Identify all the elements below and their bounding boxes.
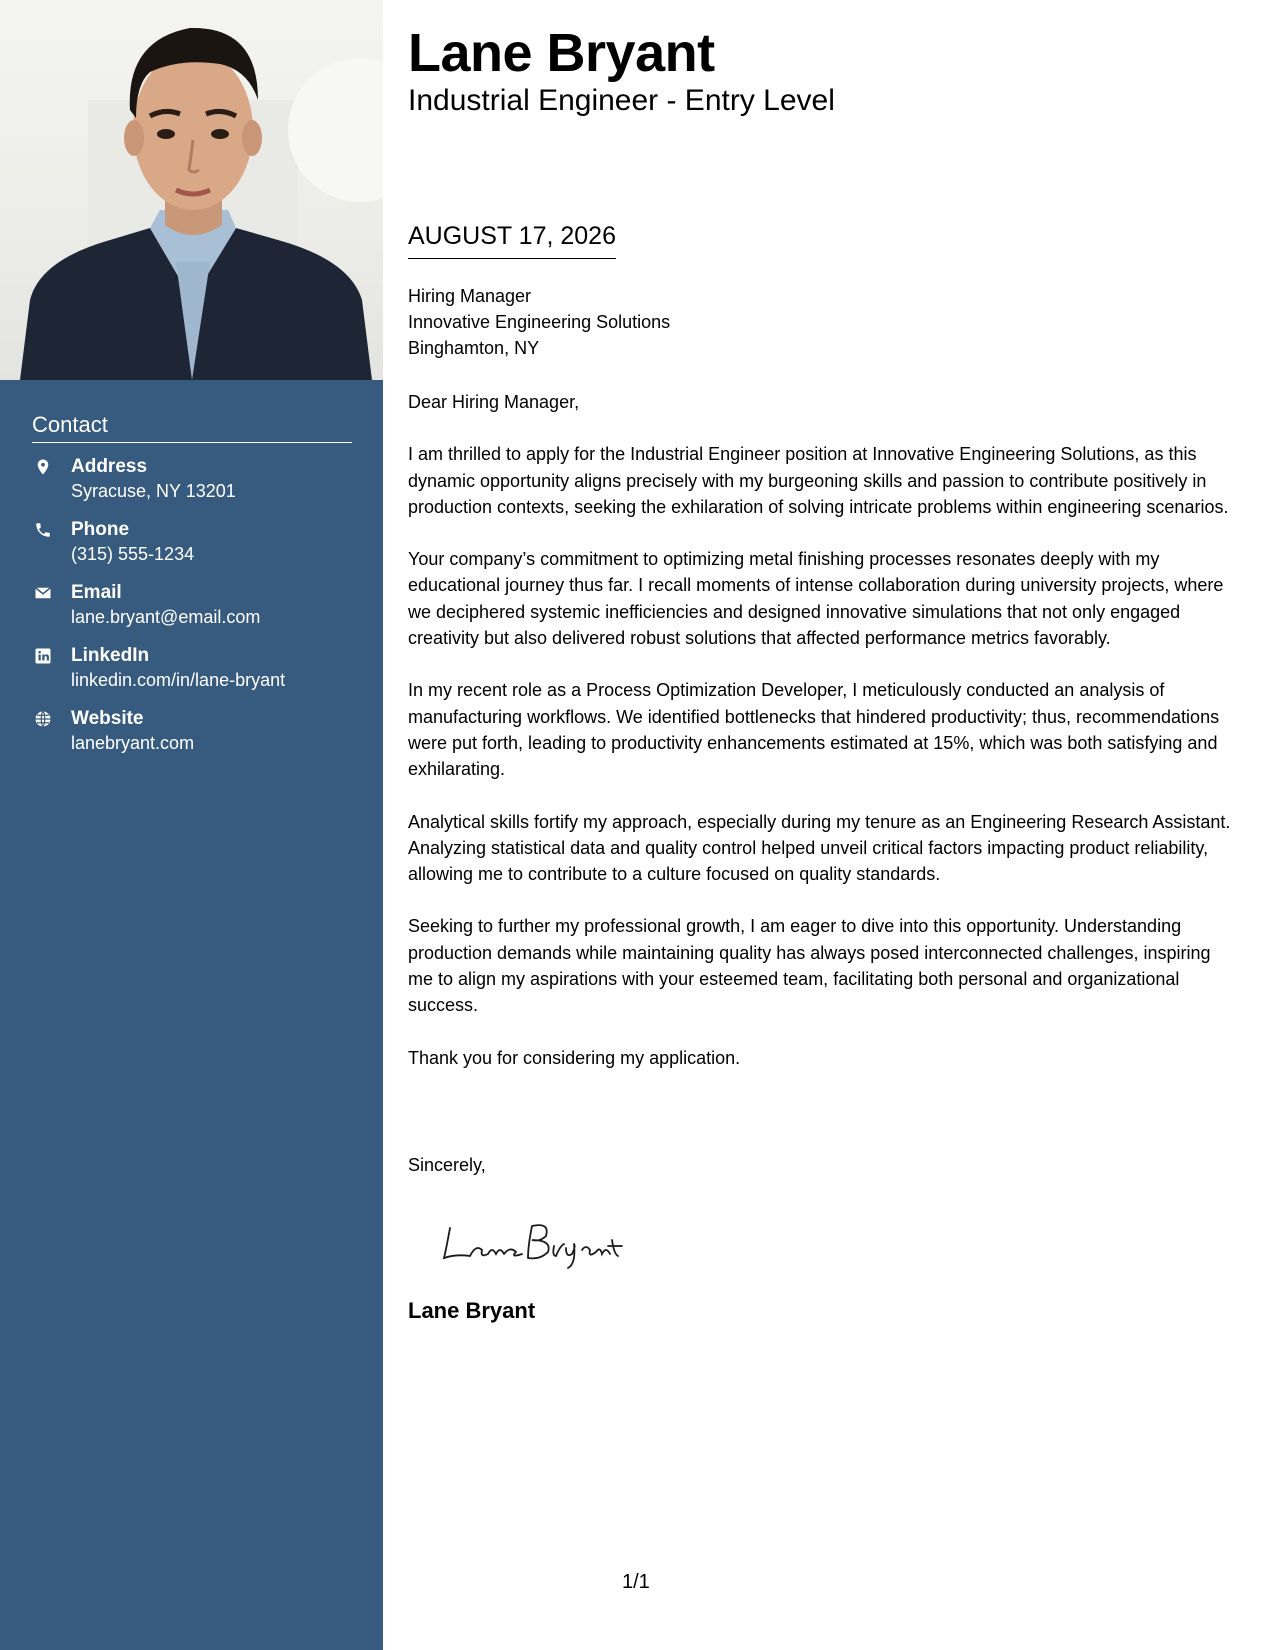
photo-eye-left xyxy=(157,129,175,139)
contact-phone-value[interactable]: (315) 555-1234 xyxy=(71,544,195,564)
letter-date: AUGUST 17, 2026 xyxy=(408,222,616,259)
profile-photo-illustration xyxy=(0,0,383,380)
page-number: 1/1 xyxy=(622,1571,650,1593)
contact-linkedin-label: LinkedIn xyxy=(71,645,150,666)
recipient-block xyxy=(408,283,670,361)
salutation: Dear Hiring Manager, xyxy=(408,392,580,412)
sidebar xyxy=(0,0,383,1650)
contact-phone-label: Phone xyxy=(71,519,130,540)
body-paragraph: Your company’s commitment to optimizing metal finishing processes resonates deeply with my educational journey thus far. I recall moments of intense collaboration during university projects, where we deciphered systemic inefficiencies and designed innovative simulations that not only engaged creativity but also delivered robust solutions that affected performance metrics favorably. xyxy=(408,549,1224,649)
contact-section xyxy=(32,412,352,770)
photo-eye-right xyxy=(211,129,229,139)
contact-address-label: Address xyxy=(71,456,148,477)
contact-address-value: Syracuse, NY 13201 xyxy=(71,481,236,501)
job-title: Industrial Engineer - Entry Level xyxy=(408,84,835,117)
contact-email-value[interactable]: lane.bryant@email.com xyxy=(71,607,261,627)
contact-heading: Contact xyxy=(32,412,352,443)
signed-name: Lane Bryant xyxy=(408,1298,536,1323)
contact-website-label: Website xyxy=(71,708,144,729)
contact-phone xyxy=(32,518,352,567)
profile-photo xyxy=(0,0,383,380)
recipient-title: Hiring Manager xyxy=(408,286,532,306)
photo-ear-left xyxy=(124,120,144,156)
photo-lamp-shape xyxy=(288,58,383,202)
body-paragraph: Thank you for considering my application. xyxy=(408,1047,741,1068)
applicant-name: Lane Bryant xyxy=(408,23,715,83)
linkedin-icon xyxy=(34,647,52,665)
body-paragraph: In my recent role as a Process Optimization Developer, I meticulously conducted an analysis of manufacturing workflows. We identified bottlenecks that hindered productivity; thus, recommendations were put forth, leading to productivity enhancements estimated at 15%, which was both satisfying and exhilarating. xyxy=(408,680,1220,780)
photo-face xyxy=(133,50,253,210)
contact-linkedin-value[interactable]: linkedin.com/in/lane-bryant xyxy=(71,670,286,690)
contact-email xyxy=(32,581,352,630)
contact-website xyxy=(32,707,352,756)
letter-body xyxy=(408,389,1238,1097)
body-paragraph: Seeking to further my professional growth, I am eager to dive into this opportunity. Understanding production demands while maintaining quality has always posed interconnected challenges, inspiring me to align my aspirations with your esteemed team, facilitating both personal and organizational success. xyxy=(408,916,1211,1016)
map-pin-icon xyxy=(34,458,52,476)
body-paragraph: I am thrilled to apply for the Industrial Engineer position at Innovative Engineering Solutions, as this dynamic opportunity aligns precisely with my burgeoning skills and passion to contribute positively in production contexts, seeking the exhilaration of solving intricate problems within engineering scenarios. xyxy=(408,444,1229,517)
globe-icon xyxy=(34,710,52,728)
closing: Sincerely, xyxy=(408,1155,486,1175)
envelope-icon xyxy=(34,584,52,602)
contact-website-value[interactable]: lanebryant.com xyxy=(71,733,195,753)
photo-ear-right xyxy=(242,120,262,156)
body-paragraph: Analytical skills fortify my approach, especially during my tenure as an Engineering Research Assistant. Analyzing statistical data and quality control helped unveil critical factors impacting product reliability, allowing me to contribute to a culture focused on quality standards. xyxy=(408,811,1231,885)
phone-icon xyxy=(34,521,52,539)
recipient-location: Binghamton, NY xyxy=(408,338,540,358)
contact-email-label: Email xyxy=(71,582,122,603)
handwritten-signature xyxy=(436,1210,636,1270)
contact-linkedin xyxy=(32,644,352,693)
contact-address xyxy=(32,455,352,504)
recipient-company: Innovative Engineering Solutions xyxy=(408,312,671,332)
